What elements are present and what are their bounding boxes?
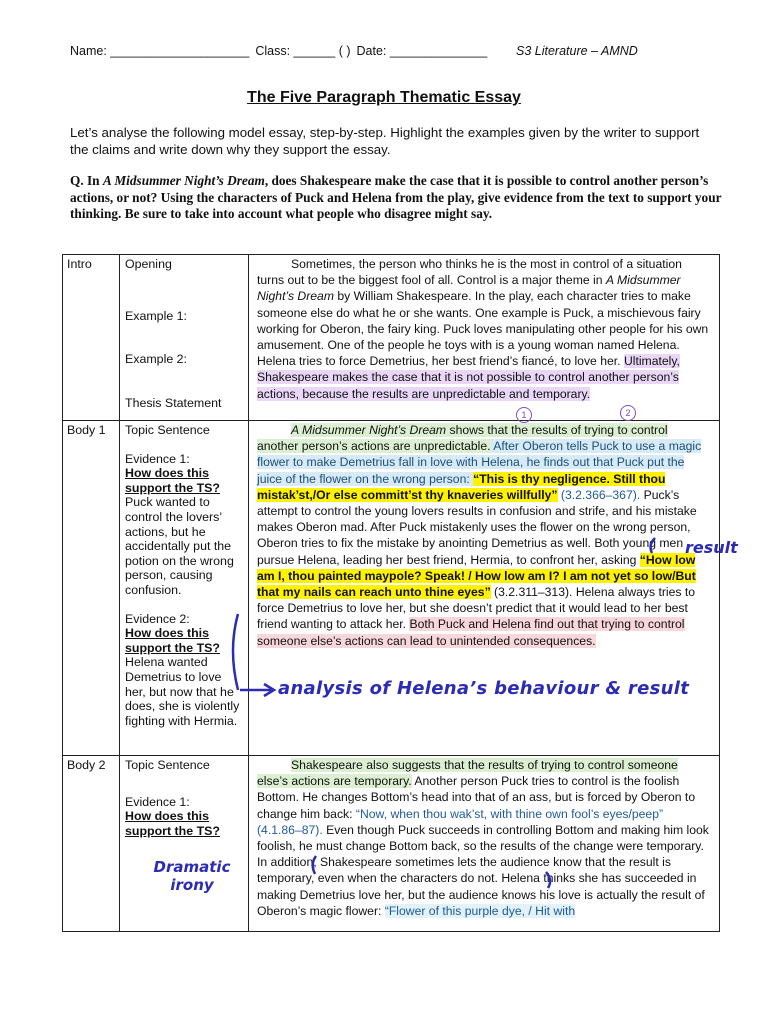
intro-text-a: Sometimes, the person who thinks he is the most in control of a situation turns out to be the biggest fool of all. Control is a major theme in	[257, 257, 682, 288]
intro-labels-cell	[120, 255, 249, 421]
course-label: S3 Literature – AMND	[516, 44, 638, 58]
body1-ev2-note: Helena wanted Demetrius to love her, but now that he does, she is violently fighting with Hermia.	[125, 655, 240, 728]
body2-quote2: “Flower of this purple dye, / Hit with	[384, 903, 576, 918]
name-field-label: Name: ____________________	[70, 44, 250, 58]
example2-label: Example 2:	[125, 352, 187, 367]
body2-section-cell: Body 2	[63, 756, 120, 932]
analysis-annotation: analysis of Helena’s behaviour & result	[278, 678, 690, 699]
body1-play-title: A Midsummer Night’s Dream	[291, 423, 447, 437]
body2-text-a: Another person Puck tries to control is the foolish Bottom. He changes Bottom’s head into that of an ass, but is forced by Oberon to change him back:	[257, 774, 696, 821]
body2-topic-label: Topic Sentence	[125, 758, 210, 772]
thesis-label: Thesis Statement	[125, 395, 222, 410]
circle-mark-1: 1	[516, 407, 532, 423]
intro-text-b: by William Shakespeare. In the play, each character tries to make someone else do what he or she wants. One example is Puck, a mischievous fairy working for Oberon, the fairy king. Puck loves manipulating other people for his own amusement. One of the people he toys with is a young woman named Helena. Helena tries to force Demetrius, her best friend’s fiancé, to love her.	[257, 289, 709, 369]
essay-question	[70, 173, 725, 223]
body1-topic-label: Topic Sentence	[125, 423, 210, 437]
circle-mark-2: 2	[620, 405, 636, 421]
intro-paragraph	[249, 255, 720, 421]
dramatic-irony-annotation: Dramatic irony	[153, 858, 231, 894]
body1-section-cell: Body 1	[63, 421, 120, 756]
thesis-statement: Ultimately, Shakespeare makes the case that it is not possible to control another person’s actions, because the results are unpredictable and temporary.	[257, 354, 680, 401]
worksheet-header	[70, 44, 708, 58]
body2-ev1-label: Evidence 1:	[125, 794, 190, 809]
question-body: , does Shakespeare make the case that it is possible to control another person’s actions, or not? Using the characters of Puck and Helena from the play, give evidence from the text to support your thinking. Be sure to take into account what people who disagree might say.	[70, 173, 722, 221]
body1-ev1-context: After Oberon tells Puck to use a magic flower to make Demetrius fall in love with Helena, he finds out that Puck put the juice of the flower on the wrong person:	[257, 439, 702, 486]
body1-ev1-note: Puck wanted to control the lovers’ actions, but he accidentally put the potion on the wrong person, causing confusion.	[125, 495, 234, 597]
intro-play-title: A Midsummer Night’s Dream	[257, 273, 681, 304]
intro-section-cell: Intro	[63, 255, 120, 421]
question-prefix: Q. In	[70, 173, 103, 188]
body1-ev1-question: How does this support the TS?	[125, 466, 220, 495]
body1-row	[63, 421, 720, 756]
body1-ev2-question: How does this support the TS?	[125, 626, 220, 655]
body2-quote1: “Now, when thou wak’st, with thine own fool’s eyes/peep” (4.1.86–87).	[257, 806, 664, 837]
body1-conclusion: Both Puck and Helena find out that trying to control someone else’s actions can lead to unintended consequences.	[257, 617, 685, 648]
essay-table	[62, 254, 720, 932]
example1-label: Example 1:	[125, 308, 187, 323]
body2-ev1-question: How does this support the TS?	[125, 809, 220, 838]
date-field-label: Date: ______________	[356, 44, 488, 58]
opening-label: Opening	[125, 257, 172, 271]
instructions: Let’s analyse the following model essay, step-by-step. Highlight the examples given by the writer to support the claims and write down why they support the essay.	[70, 125, 700, 157]
body2-topic-sentence: Shakespeare also suggests that the results of trying to control someone else’s actions are temporary.	[257, 758, 678, 789]
intro-row	[63, 255, 720, 421]
body2-paragraph	[249, 756, 720, 932]
body2-labels-cell	[120, 756, 249, 932]
body1-ev1-label: Evidence 1:	[125, 451, 190, 466]
body2-text-b: Even though Puck succeeds in controlling Bottom and making him look foolish, he must change Bottom back, so the results of the change were temporary. In addition, Shakespeare sometimes lets the audience know that the result is temporary, even when the characters do not. Helena thinks she has succeeded in making Demetrius love her, but the audience knows his love is actually the result of Oberon’s magic flower:	[257, 822, 709, 918]
body1-ev2-label: Evidence 2:	[125, 611, 190, 626]
body1-ts-rest: shows that the results of trying to control another person’s actions are unpredictable.	[257, 423, 668, 454]
body1-cite2: (3.2.311–313).	[490, 585, 573, 600]
body1-labels-cell	[120, 421, 249, 756]
class-field-label: Class: ______ ( )	[255, 44, 351, 58]
page-title: The Five Paragraph Thematic Essay	[247, 89, 521, 106]
body1-cite1: (3.2.366–367).	[557, 487, 641, 502]
body1-analysis1: Puck’s attempt to control the young lovers results in confusion and strife, and his mistake makes Oberon mad. After Puck mistakenly uses the flower on the wrong person, Oberon tries to fix the mistake by anointing Demetrius as well. Both young men pursue Helena, leading her best friend, Hermia, to confront her, asking	[257, 487, 697, 567]
body1-paragraph	[249, 421, 720, 756]
body1-quote1: “This is thy negligence. Still thou mistak’st,/Or else committ’st thy knaveries willfully”	[257, 471, 666, 502]
result-annotation: result	[685, 538, 738, 557]
question-play-title: A Midsummer Night’s Dream	[102, 173, 265, 188]
body1-analysis2: Helena always tries to force Demetrius to love her, but she doesn’t predict that it would lead to her best friend wanting to attack her.	[257, 585, 696, 632]
body2-row	[63, 756, 720, 932]
body1-quote2: “How low am I, thou painted maypole? Speak! / How low am I? I am not yet so low/But that my nails can reach unto thine eyes”	[257, 552, 696, 600]
